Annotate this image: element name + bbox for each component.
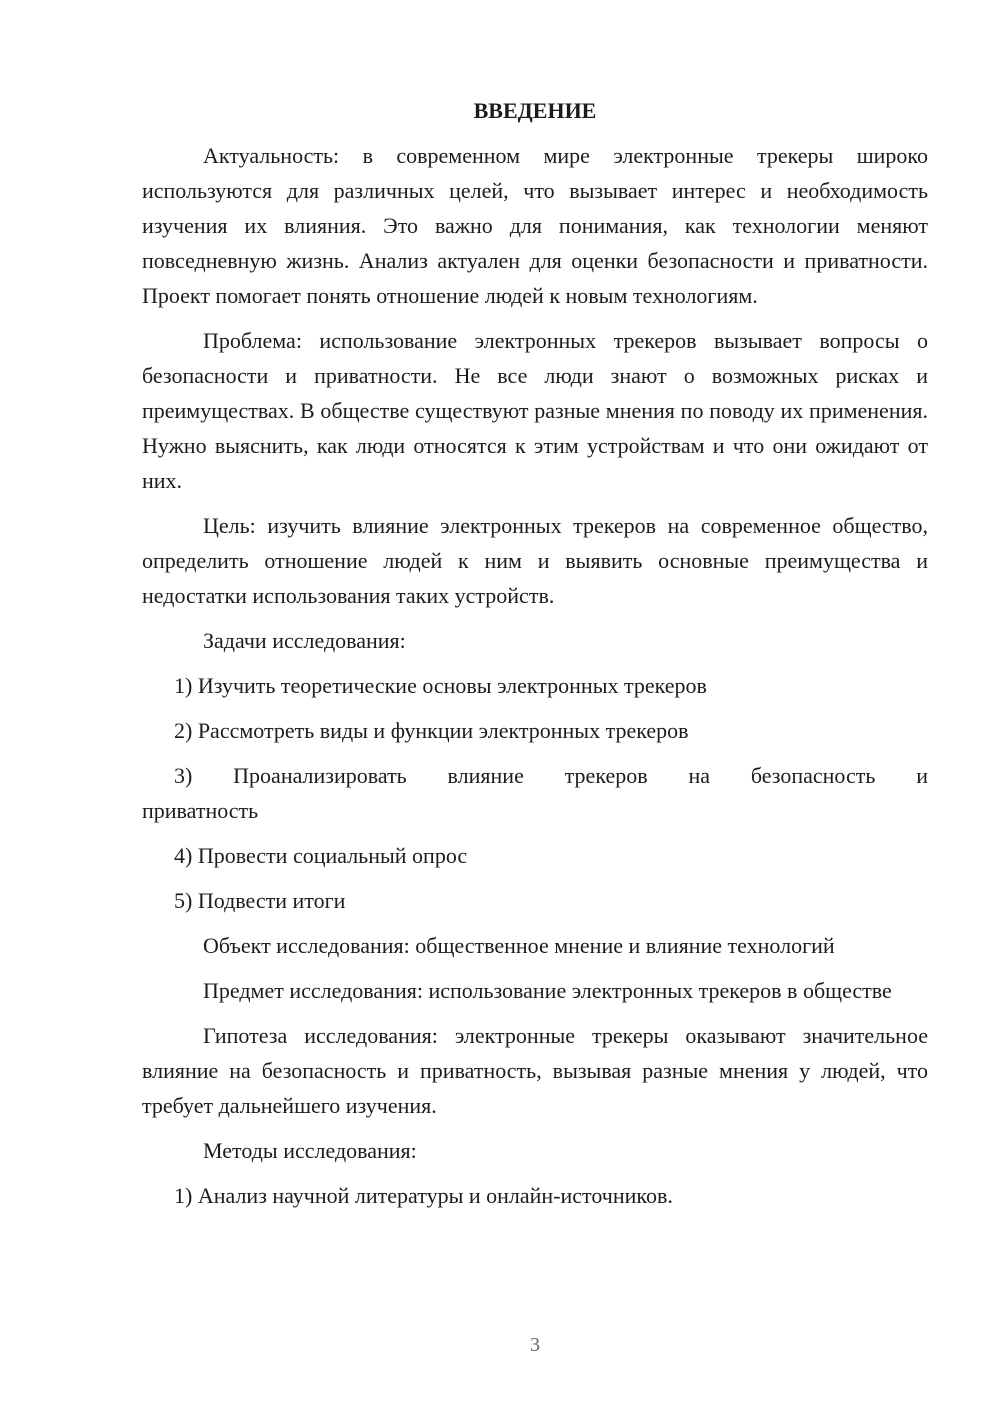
paragraph-problem: Проблема: использование электронных трекеров вызывает вопросы о безопасности и приватности. Не все люди знают о возможных рисках и преимуществах. В обществе существуют разные мнения по поводу их применения. Нужно выяснить, как люди относятся к этим устройствам и что они ожидают от них. [142,328,928,493]
task-item: 2) Рассмотреть виды и функции электронных трекеров [174,718,689,743]
paragraph-goal: Цель: изучить влияние электронных трекеров на современное общество, определить отношение людей к ним и выявить основные преимущества и недостатки использования таких устройств. [142,513,928,608]
tasks-heading: Задачи исследования: [203,628,406,653]
research-subject: Предмет исследования: использование электронных трекеров в обществе [203,978,892,1003]
methods-heading: Методы исследования: [203,1138,417,1163]
page-content [142,96,928,1223]
page-title: ВВЕДЕНИЕ [473,98,597,123]
task-item: 3) Проанализировать влияние трекеров на безопасность и приватность [142,763,928,823]
method-item: 1) Анализ научной литературы и онлайн-источников. [174,1183,673,1208]
research-hypothesis: Гипотеза исследования: электронные трекеры оказывают значительное влияние на безопасность и приватность, вызывая разные мнения у людей, что требует дальнейшего изучения. [142,1023,928,1118]
task-item: 4) Провести социальный опрос [174,843,468,868]
task-item: 5) Подвести итоги [174,888,346,913]
research-object: Объект исследования: общественное мнение и влияние технологий [203,933,835,958]
task-item: 1) Изучить теоретические основы электронных трекеров [174,673,707,698]
page-number: 3 [530,1334,540,1356]
paragraph-relevance: Актуальность: в современном мире электронные трекеры широко используются для различных целей, что вызывает интерес и необходимость изучения их влияния. Это важно для понимания, как технологии меняют повседневную жизнь. Анализ актуален для оценки безопасности и приватности. Проект помогает понять отношение людей к новым технологиям. [142,143,928,308]
